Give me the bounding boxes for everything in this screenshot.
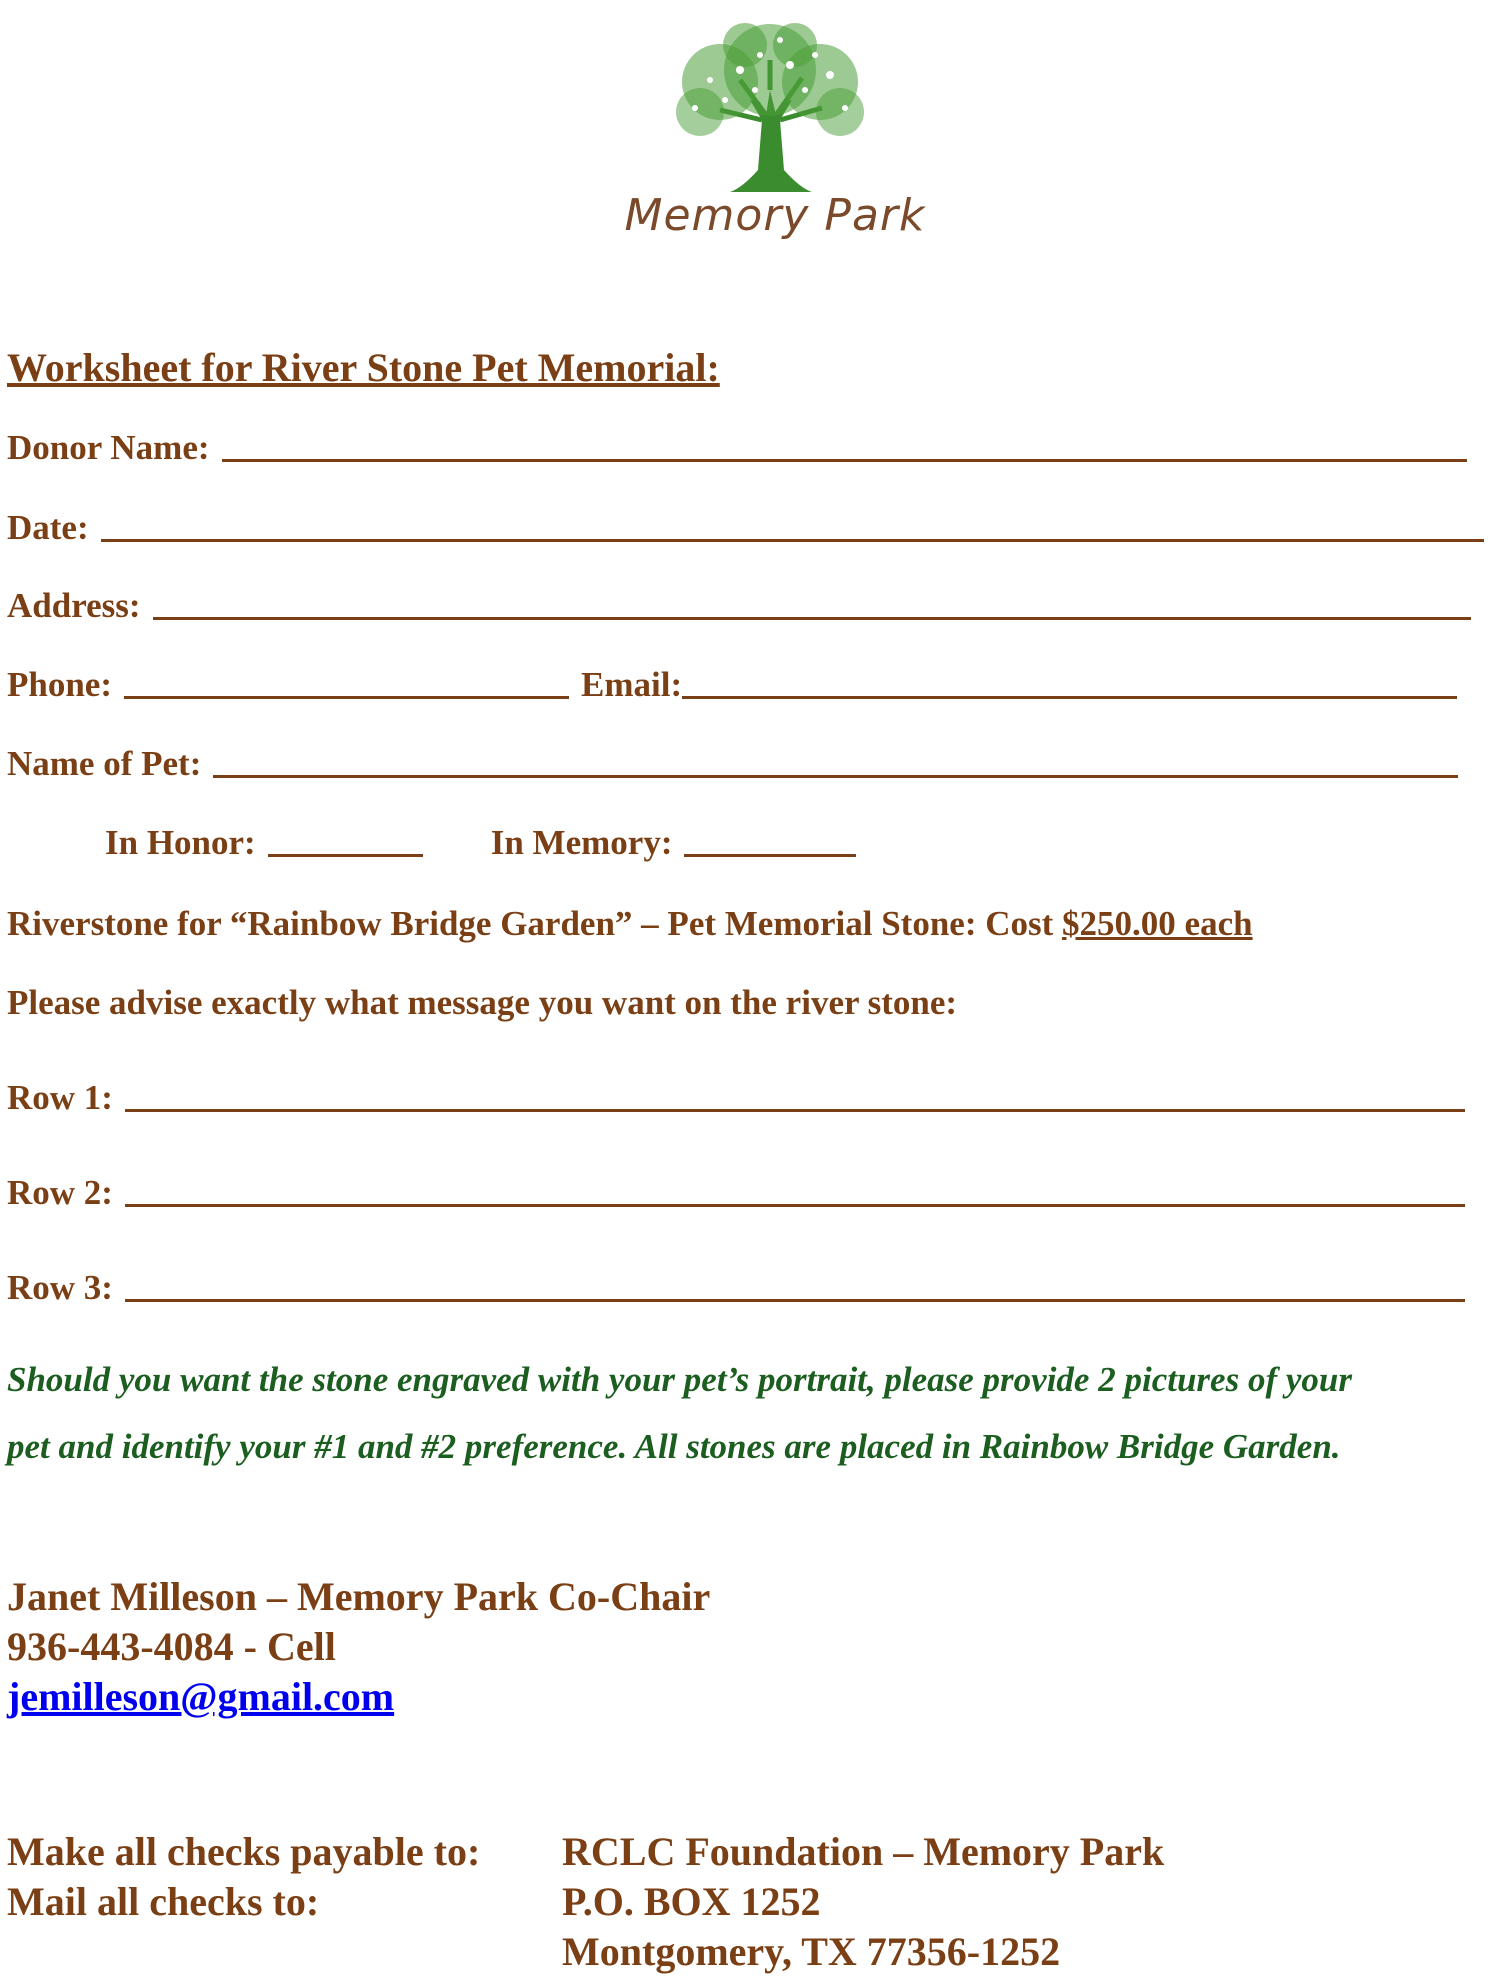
- tree-icon: [590, 20, 950, 200]
- phone-line[interactable]: [124, 696, 569, 699]
- address-label: Address:: [7, 586, 141, 625]
- address-line[interactable]: [153, 617, 1471, 620]
- mail-label: Mail all checks to:: [7, 1879, 320, 1924]
- donor-name-label: Donor Name:: [7, 428, 210, 467]
- pet-name-label: Name of Pet:: [7, 744, 202, 783]
- row2-line[interactable]: [125, 1204, 1465, 1207]
- row3-field[interactable]: [7, 1260, 1487, 1308]
- row2-field[interactable]: [7, 1165, 1487, 1213]
- cost-amount: $250.00 each: [1062, 904, 1253, 943]
- row1-line[interactable]: [125, 1109, 1465, 1112]
- address-field[interactable]: [7, 578, 1487, 626]
- payable-value: RCLC Foundation – Memory Park: [562, 1829, 1165, 1874]
- in-honor-line[interactable]: [268, 854, 423, 857]
- mail-address-line2: Montgomery, TX 77356-1252: [562, 1929, 1061, 1974]
- row3-label: Row 3:: [7, 1268, 113, 1307]
- mail-address-line1: P.O. BOX 1252: [562, 1879, 821, 1924]
- phone-label: Phone:: [7, 665, 112, 704]
- donor-name-field[interactable]: [7, 420, 1487, 468]
- date-field[interactable]: [7, 500, 1487, 548]
- in-honor-label: In Honor:: [105, 823, 256, 862]
- in-memory-label: In Memory:: [490, 823, 673, 862]
- phone-email-row: [7, 657, 1487, 705]
- row1-label: Row 1:: [7, 1078, 113, 1117]
- contact-email-link[interactable]: jemilleson@gmail.com: [7, 1674, 395, 1719]
- contact-name: Janet Milleson – Memory Park Co-Chair: [7, 1574, 711, 1619]
- row3-line[interactable]: [125, 1299, 1465, 1302]
- email-line[interactable]: [682, 696, 1457, 699]
- row2-label: Row 2:: [7, 1173, 113, 1212]
- pet-name-field[interactable]: [7, 736, 1487, 784]
- payable-label: Make all checks payable to:: [7, 1829, 481, 1874]
- portrait-note-line1: Should you want the stone engraved with your pet’s portrait, please provide 2 pictures of your: [7, 1360, 1352, 1399]
- cost-line: [7, 904, 1253, 944]
- page-title: Worksheet for River Stone Pet Memorial:: [7, 345, 720, 390]
- date-label: Date:: [7, 508, 89, 547]
- honor-memory-row: [105, 815, 1005, 863]
- portrait-note-line2: pet and identify your #1 and #2 preference. All stones are placed in Rainbow Bridge Garden.: [7, 1427, 1341, 1466]
- date-line[interactable]: [101, 539, 1484, 542]
- memory-park-logo: [590, 20, 950, 260]
- pet-name-line[interactable]: [213, 775, 1458, 778]
- row1-field[interactable]: [7, 1070, 1487, 1118]
- donor-name-line[interactable]: [222, 459, 1467, 462]
- email-label: Email:: [581, 665, 683, 704]
- contact-phone: 936-443-4084 - Cell: [7, 1624, 336, 1669]
- in-memory-line[interactable]: [684, 854, 856, 857]
- cost-line-text: Riverstone for “Rainbow Bridge Garden” – Pet Memorial Stone: Cost: [7, 904, 1063, 943]
- logo-text: Memory Park: [624, 190, 926, 241]
- advise-text: Please advise exactly what message you want on the river stone:: [7, 983, 958, 1022]
